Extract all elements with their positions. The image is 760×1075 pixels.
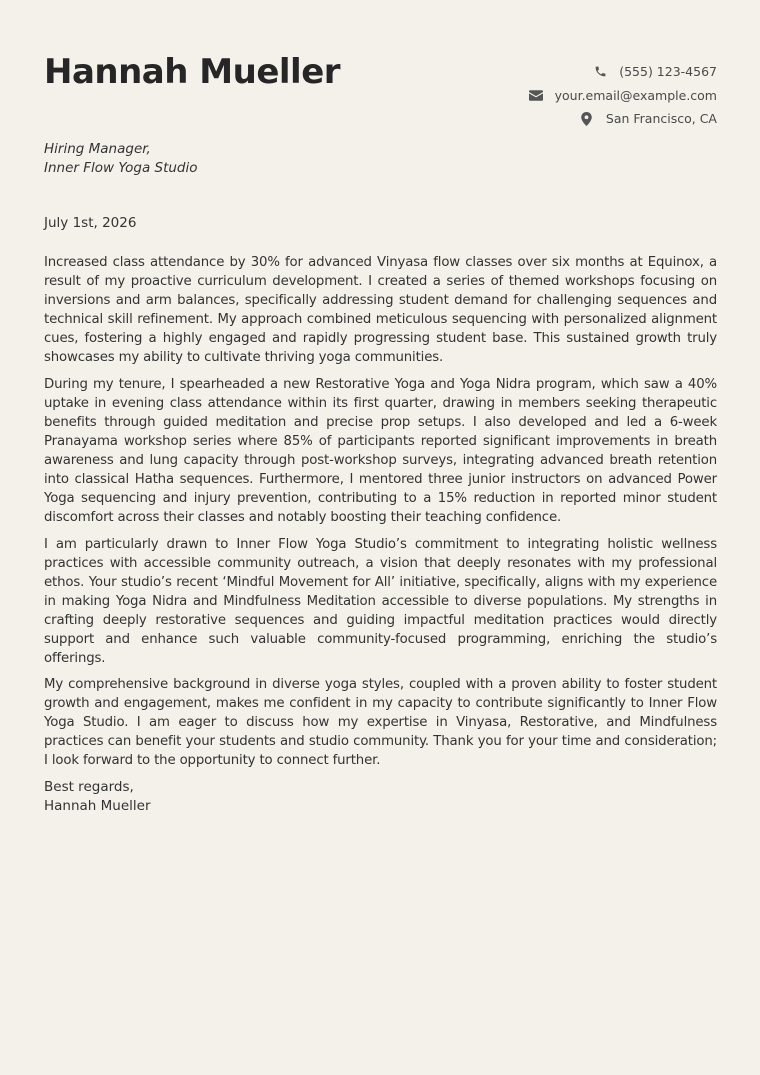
body-paragraph: I am particularly drawn to Inner Flow Yoga Studio’s commitment to integrating holistic wellness practices with accessible community outreach, a vision that deeply resonates with my professional ethos. Your studio’s recent ‘Mindful Movement for All’ initiative, specifically, aligns with my experience in making Yoga Nidra and Mindfulness Meditation accessible to diverse populations. My strengths in crafting deeply restorative sequences and guiding impactful meditation practices would directly support and enhance such valuable community-focused programming, enriching the studio’s offerings. (44, 536, 717, 666)
contact-email-row (529, 84, 717, 108)
contact-block (529, 60, 717, 131)
map-pin-icon (580, 112, 594, 126)
recipient-title: Hiring Manager, (44, 141, 151, 157)
letter-header (44, 0, 717, 140)
contact-phone: (555) 123-4567 (619, 64, 717, 79)
contact-email: your.email@example.com (554, 87, 717, 103)
recipient-block (44, 140, 198, 178)
envelope-icon (529, 88, 543, 102)
phone-icon (593, 65, 607, 79)
body-paragraph: During my tenure, I spearheaded a new Restorative Yoga and Yoga Nidra program, which saw a 40% uptake in evening class attendance within its first quarter, drawing in members seeking therapeutic benefits through guided meditation and precise prop setups. I also developed and led a 6-week Pranayama workshop series where 85% of participants reported significant improvements in breath awareness and lung capacity through post-workshop surveys, integrating advanced breath retention into classical Hatha sequences. Furthermore, I mentored three junior instructors on advanced Power Yoga sequencing and injury prevention, contributing to a 15% reduction in reported minor student discomfort across their classes and notably boosting their teaching confidence. (44, 376, 717, 525)
applicant-name: Hannah Mueller (44, 52, 341, 92)
contact-location: San Francisco, CA (605, 111, 717, 126)
contact-phone-row (529, 60, 717, 84)
letter-date: July 1st, 2026 (44, 215, 137, 231)
closing-signature: Hannah Mueller (44, 798, 151, 815)
recipient-company: Inner Flow Yoga Studio (44, 160, 198, 176)
closing-block (44, 778, 717, 816)
body-paragraph: Increased class attendance by 30% for advanced Vinyasa flow classes over six months at Equinox, a result of my proactive curriculum development. I created a series of themed workshops focusing on inversions and arm balances, specifically addressing student demand for challenging sequences and technical skill refinement. My approach combined meticulous sequencing with personalized alignment cues, fostering a highly engaged and rapidly progressing student base. This sustained growth truly showcases my ability to cultivate thriving yoga communities. (44, 255, 717, 365)
closing-salutation: Best regards, (44, 779, 134, 796)
body-paragraph: My comprehensive background in diverse yoga styles, coupled with a proven ability to foster student growth and engagement, makes me confident in my capacity to contribute significantly to Inner Flow Yoga Studio. I am eager to discuss how my expertise in Vinyasa, Restorative, and Mindfulness practices can benefit your students and studio community. Thank you for your time and consideration; I look forward to the opportunity to connect further. (44, 677, 717, 769)
letter-body (44, 253, 717, 816)
contact-location-row (529, 107, 717, 131)
